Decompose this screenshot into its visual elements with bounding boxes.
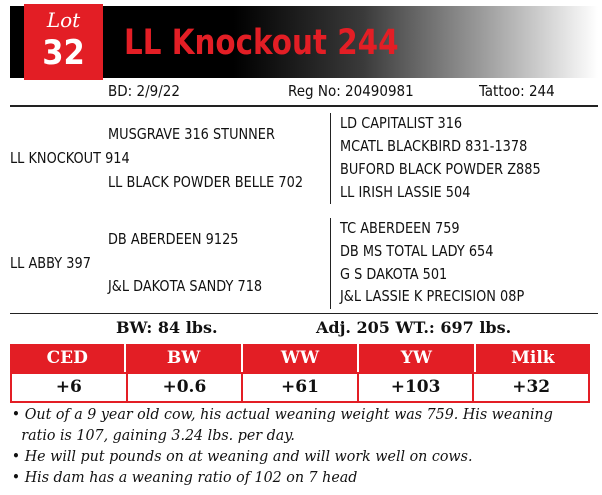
epd-header-ced: CED <box>10 344 126 372</box>
lot-number: 32 <box>42 33 85 73</box>
sire-dam-sire: BUFORD BLACK POWDER Z885 <box>340 160 541 178</box>
epd-header-milk: Milk <box>511 348 555 368</box>
animal-name-title: LL Knockout 244 <box>124 23 399 63</box>
dam-bracket-line <box>330 218 331 309</box>
epd-value-ww: +61 <box>243 374 359 401</box>
divider-bottom <box>10 313 598 314</box>
tattoo: Tattoo: 244 <box>479 82 555 100</box>
dam-sire-sire: TC ABERDEEN 759 <box>340 219 460 237</box>
epd-header-row <box>10 344 590 372</box>
epd-value-yw: +103 <box>359 374 475 401</box>
sire-sire-sire: LD CAPITALIST 316 <box>340 114 463 132</box>
note-item: • His dam has a weaning ratio of 102 on 7 head <box>11 468 358 486</box>
epd-value-ced: +6 <box>12 374 128 401</box>
sire-sire-dam: MCATL BLACKBIRD 831-1378 <box>340 137 528 155</box>
sire: LL KNOCKOUT 914 <box>10 149 130 167</box>
sire-dam: LL BLACK POWDER BELLE 702 <box>108 173 304 191</box>
epd-value-milk: +32 <box>512 377 551 397</box>
birth-weight: BW: 84 lbs. <box>116 318 218 337</box>
lot-label: Lot <box>46 8 81 32</box>
sire-dam-dam: LL IRISH LASSIE 504 <box>340 183 471 201</box>
adjusted-205-weight: Adj. 205 WT.: 697 lbs. <box>316 318 512 337</box>
dam-dam-dam: J&L LASSIE K PRECISION 08P <box>340 287 525 305</box>
notes-list <box>8 404 598 488</box>
sire-sire: MUSGRAVE 316 STUNNER <box>108 125 275 143</box>
epd-header-yw: YW <box>359 344 475 372</box>
note-item: • He will put pounds on at weaning and will work well on cows. <box>11 447 473 465</box>
epd-value-row <box>10 372 590 403</box>
registration-number: Reg No: 20490981 <box>288 82 414 100</box>
lot-badge <box>24 4 103 80</box>
birth-date: BD: 2/9/22 <box>108 82 180 100</box>
dam: LL ABBY 397 <box>10 254 91 272</box>
epd-value-bw: +0.6 <box>128 374 244 401</box>
sire-bracket-line <box>330 113 331 204</box>
dam-dam-sire: G S DAKOTA 501 <box>340 265 448 283</box>
dam-dam: J&L DAKOTA SANDY 718 <box>108 277 263 295</box>
epd-header-ww: WW <box>243 344 359 372</box>
dam-sire: DB ABERDEEN 9125 <box>108 230 239 248</box>
dam-sire-dam: DB MS TOTAL LADY 654 <box>340 242 494 260</box>
divider-top <box>10 105 598 107</box>
note-item: • Out of a 9 year old cow, his actual weaning weight was 759. His weaning ratio is 107, gaining 3.24 lbs. per day. <box>11 405 553 444</box>
epd-header-bw: BW <box>126 344 242 372</box>
